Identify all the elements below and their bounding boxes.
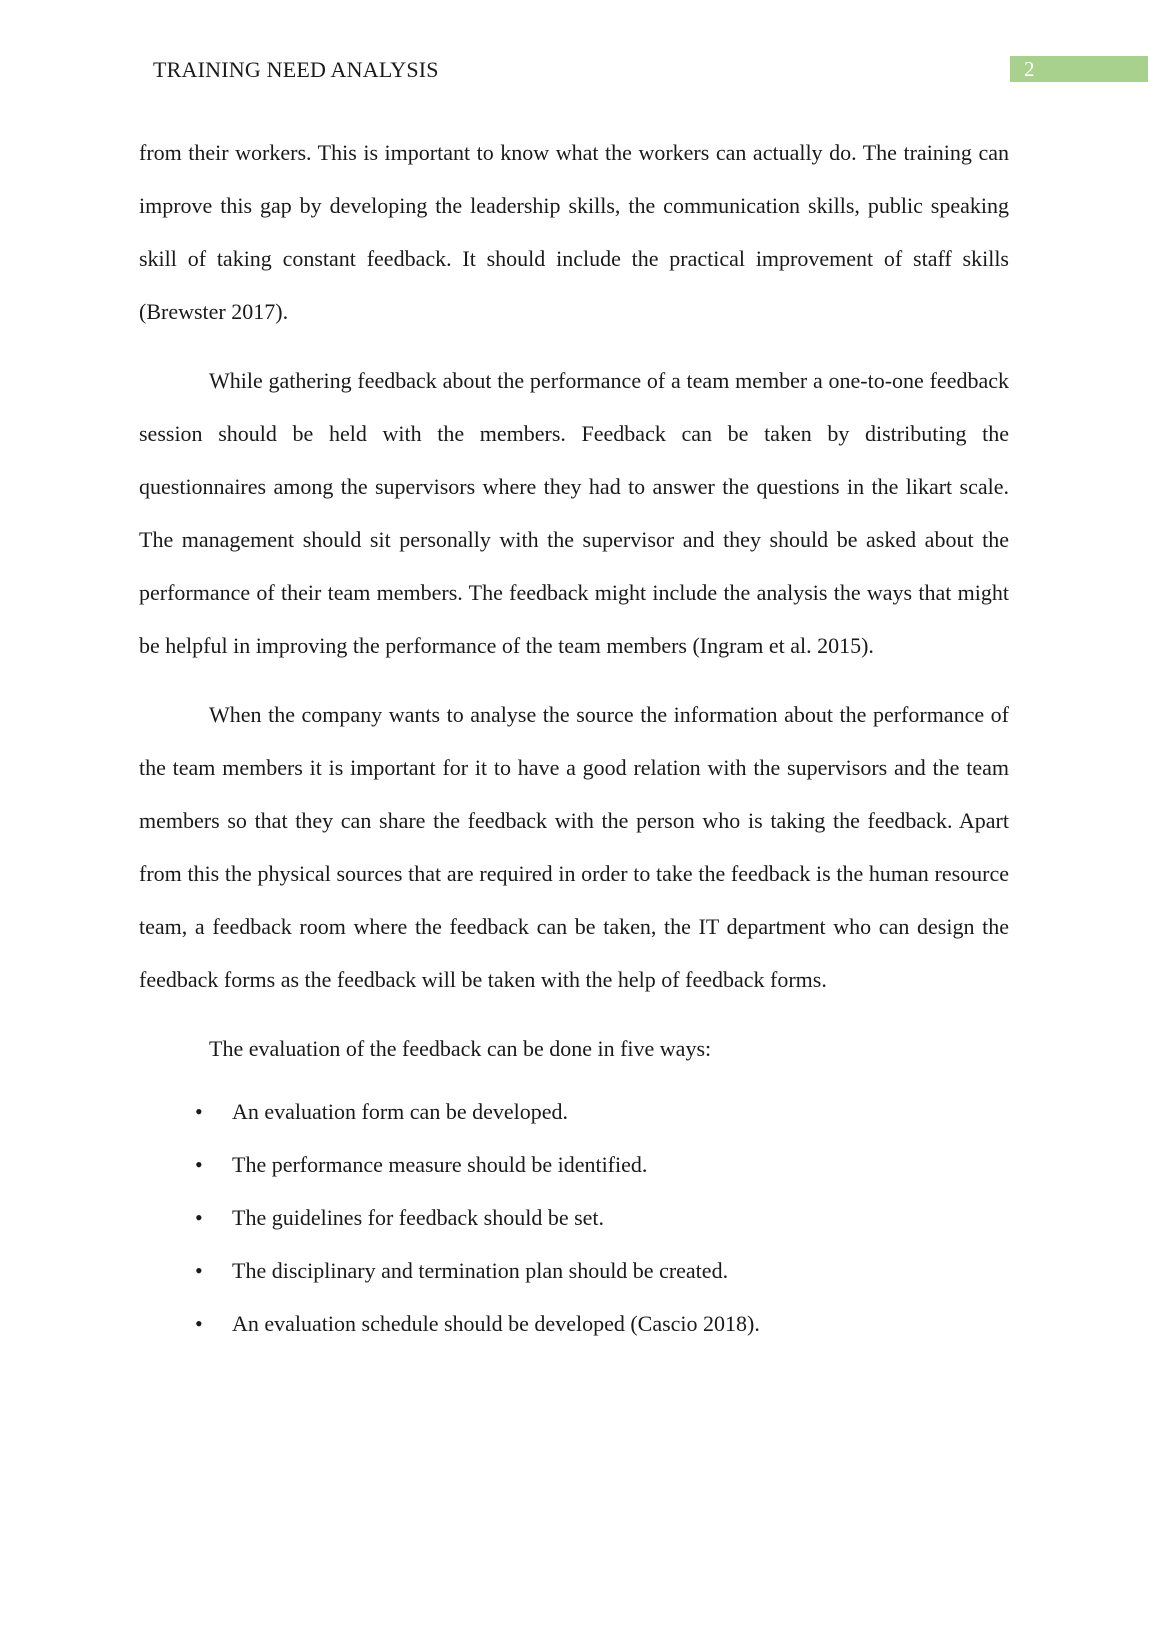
- page-number-badge: [1010, 56, 1148, 82]
- page-number: 2: [1024, 57, 1035, 81]
- bullet-icon: •: [195, 1099, 203, 1124]
- paragraph-continued: from their workers. This is important to know what the workers can actually do. The training can improve this gap by developing the leadership skills, the communication skills, public speaking skill of taking constant feedback. It should include the practical improvement of staff skills (Brewster 2017).: [139, 140, 1009, 324]
- list-item-text: An evaluation form can be developed.: [232, 1099, 568, 1124]
- list-item-text: The guidelines for feedback should be set.: [232, 1205, 605, 1230]
- list-item: [139, 1297, 1009, 1350]
- list-item: [139, 1244, 1009, 1297]
- list-item: [139, 1138, 1009, 1191]
- running-head-title: TRAINING NEED ANALYSIS: [153, 57, 439, 82]
- paragraph-evaluation-intro: The evaluation of the feedback can be done in five ways:: [209, 1036, 712, 1061]
- paragraph-feedback-gathering: While gathering feedback about the performance of a team member a one-to-one feedback session should be held with the members. Feedback can be taken by distributing the questionnaires among the supervisors where they had to answer the questions in the likart scale. The management should sit personally with the supervisor and they should be asked about the performance of their team members. The feedback might include the analysis the ways that might be helpful in improving the performance of the team members (Ingram et al. 2015).: [139, 368, 1009, 658]
- list-item: [139, 1191, 1009, 1244]
- list-item-text: The disciplinary and termination plan should be created.: [232, 1258, 729, 1283]
- list-item-text: An evaluation schedule should be developed (Cascio 2018).: [232, 1311, 760, 1336]
- bullet-icon: •: [195, 1258, 203, 1283]
- list-item: [139, 1085, 1009, 1138]
- bullet-icon: •: [195, 1311, 203, 1336]
- bullet-icon: •: [195, 1152, 203, 1177]
- bullet-icon: •: [195, 1205, 203, 1230]
- evaluation-list: [139, 1085, 1009, 1350]
- paragraph-information-sources: When the company wants to analyse the source the information about the performance of the team members it is important for it to have a good relation with the supervisors and the team members so that they can share the feedback with the person who is taking the feedback. Apart from this the physical sources that are required in order to take the feedback is the human resource team, a feedback room where the feedback can be taken, the IT department who can design the feedback forms as the feedback will be taken with the help of feedback forms.: [139, 702, 1009, 992]
- document-body: [139, 126, 1009, 1350]
- list-item-text: The performance measure should be identified.: [232, 1152, 648, 1177]
